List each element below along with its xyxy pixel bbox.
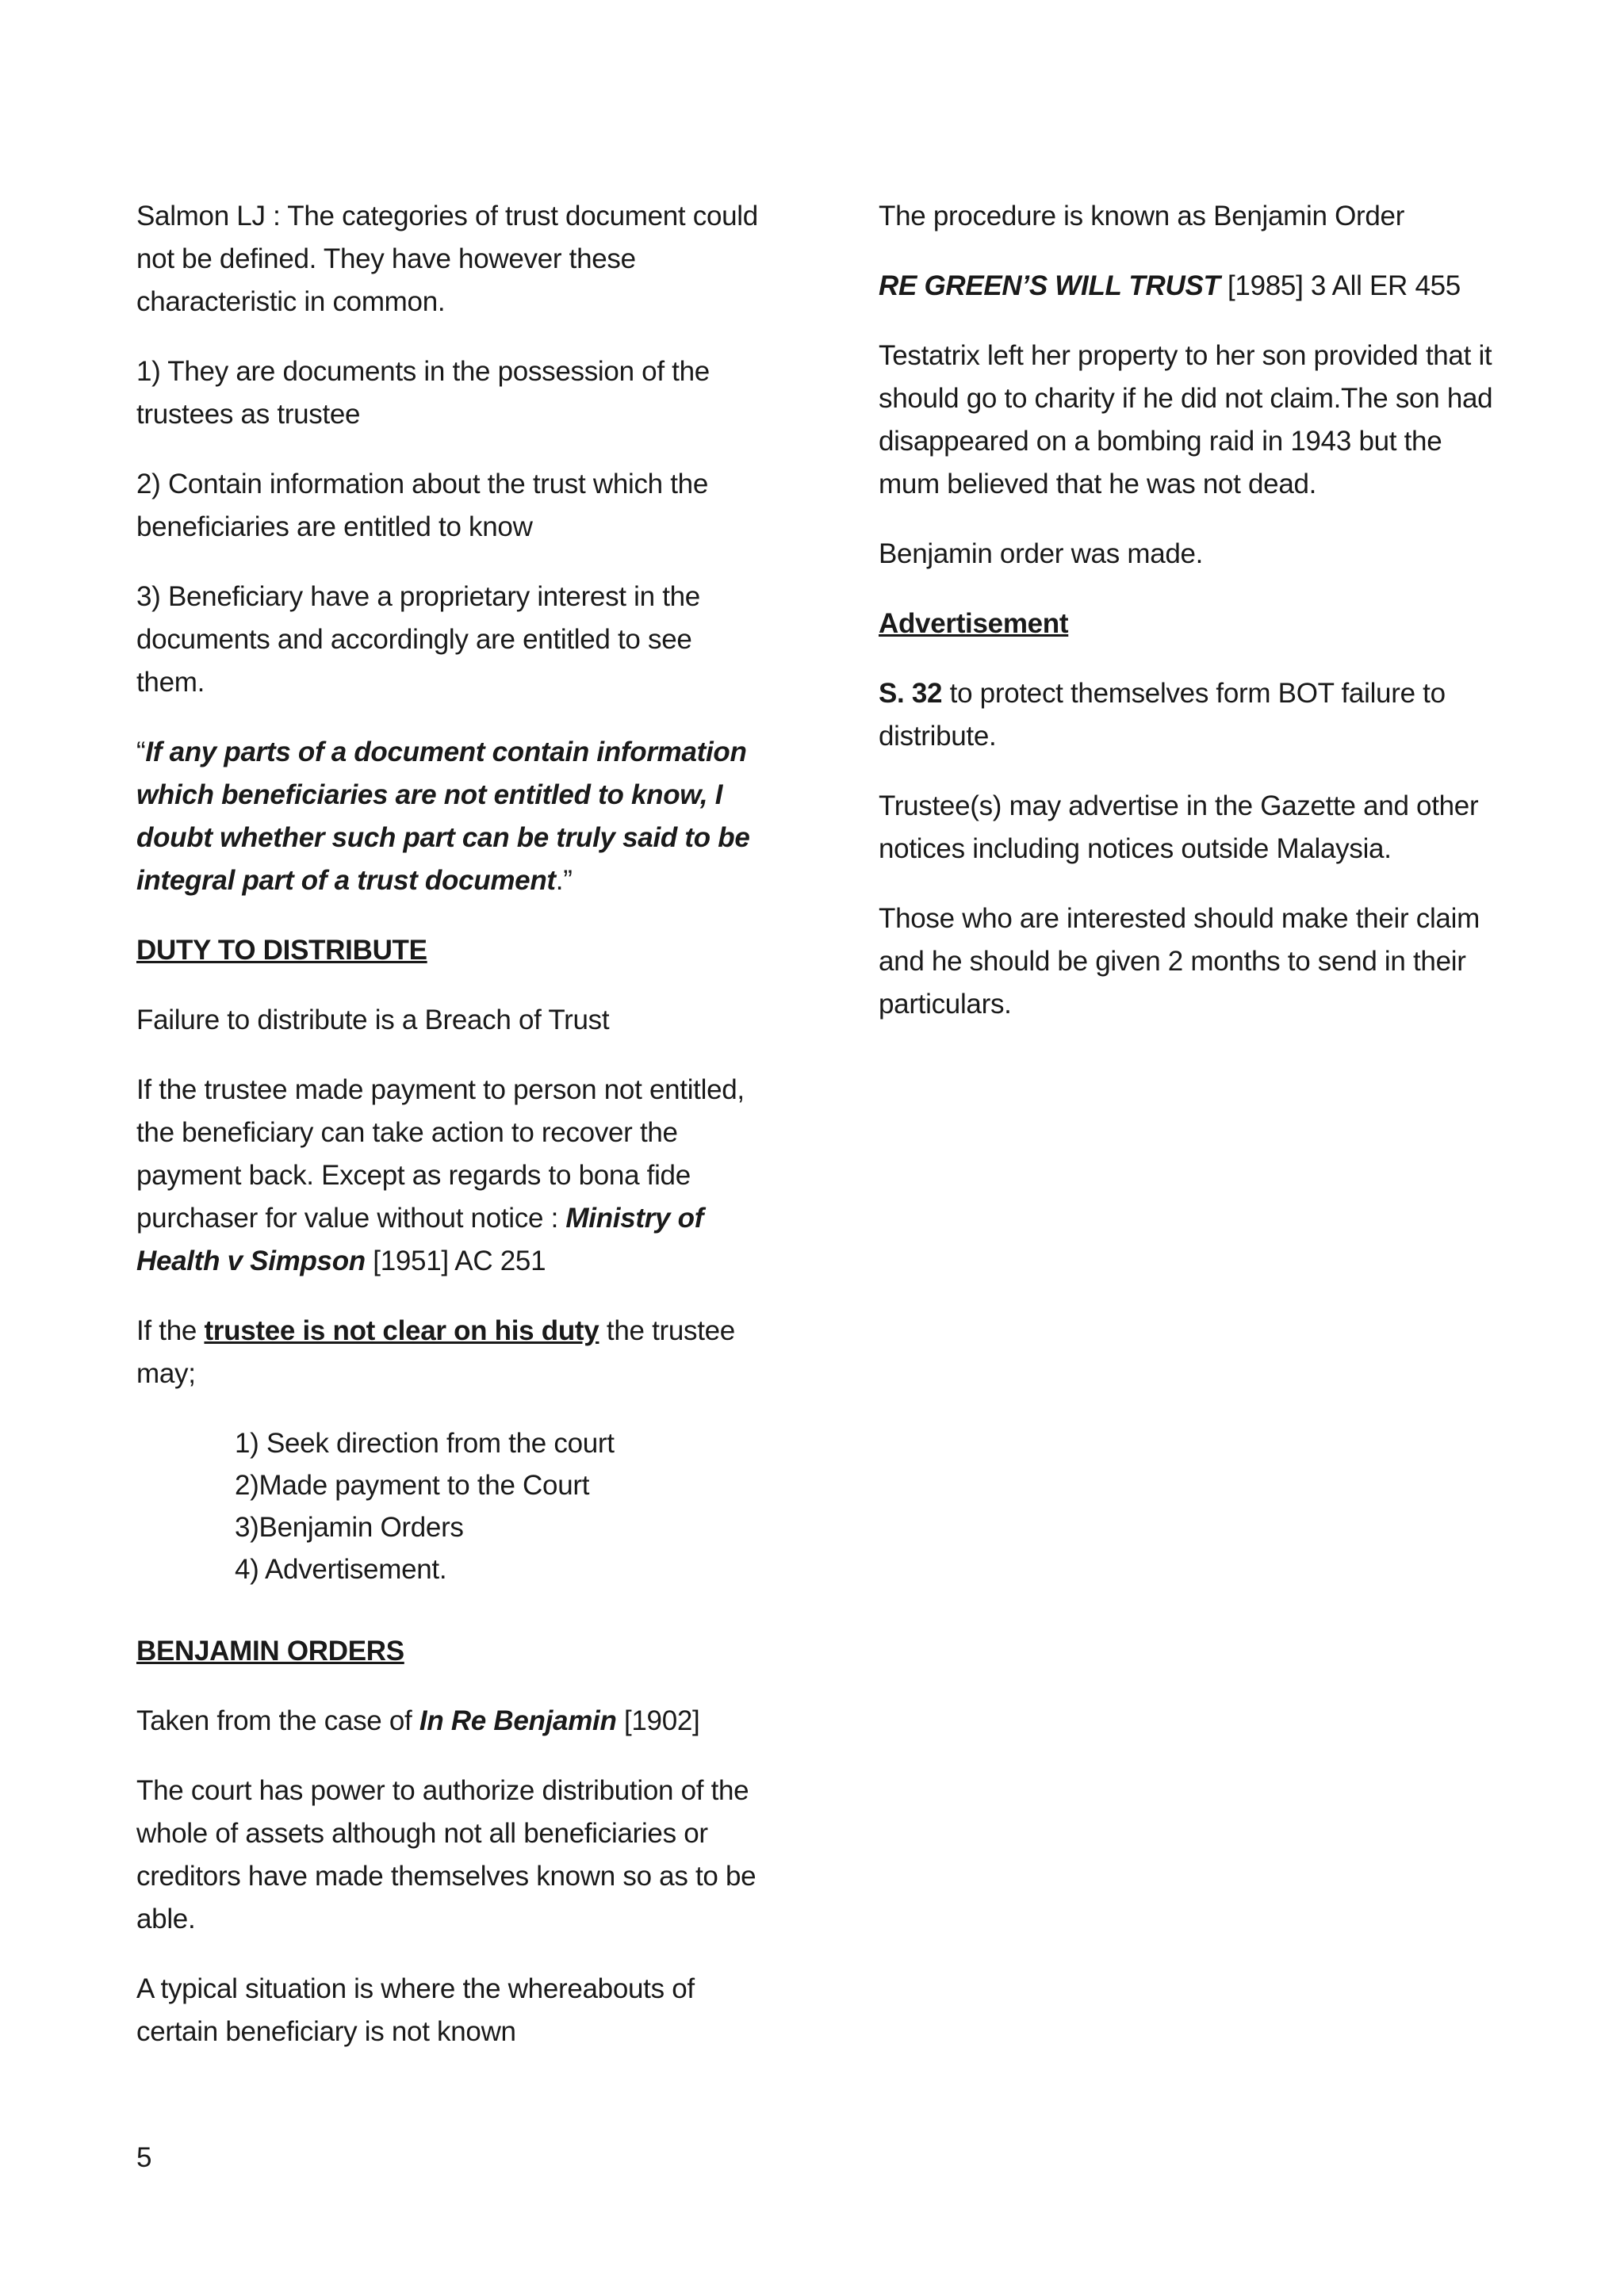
right-column <box>879 195 1497 1053</box>
characteristic-2: 2) Contain information about the trust which the beneficiaries are entitled to know <box>136 469 709 542</box>
testatrix-paragraph: Testatrix left her property to her son provided that it should go to charity if he did not claim.The son had disappeared on a bombing raid in 1943 but the mum believed that he was not dead. <box>879 340 1493 499</box>
heading-duty-to-distribute: DUTY TO DISTRIBUTE <box>136 935 427 966</box>
characteristic-3: 3) Beneficiary have a proprietary interest in the documents and accordingly are entitled to see them. <box>136 581 700 698</box>
case-ministry-citation: [1951] AC 251 <box>365 1246 546 1276</box>
unclear-prefix: If the <box>136 1315 205 1346</box>
gazette-paragraph: Trustee(s) may advertise in the Gazette and other notices including notices outside Malaysia. <box>879 790 1479 864</box>
benjamin-origin-paragraph <box>136 1700 763 1743</box>
trustee-options-list <box>136 1422 763 1590</box>
characteristic-1: 1) They are documents in the possession of the trustees as trustee <box>136 356 710 430</box>
quote-open-mark: “ <box>136 737 146 767</box>
left-column <box>136 195 763 2080</box>
case-ministry-of-health: Ministry of Health v Simpson <box>136 1203 704 1276</box>
payment-paragraph <box>136 1069 763 1283</box>
failure-paragraph: Failure to distribute is a Breach of Trust <box>136 1004 610 1035</box>
benjamin-citation: [1902] <box>616 1705 700 1736</box>
section-reference: S. 32 <box>879 678 943 709</box>
benjamin-order-made: Benjamin order was made. <box>879 538 1204 569</box>
typical-situation-paragraph: A typical situation is where the whereabouts of certain beneficiary is not known <box>136 1973 695 2047</box>
case-name: RE GREEN’S WILL TRUST <box>879 270 1220 301</box>
procedure-paragraph: The procedure is known as Benjamin Order <box>879 201 1405 232</box>
judicial-quote <box>136 731 763 902</box>
unclear-emphasis: trustee is not clear on his duty <box>204 1315 599 1346</box>
case-re-greens-will-trust <box>879 265 1497 308</box>
court-power-paragraph: The court has power to authorize distribution of the whole of assets although not all beneficiaries or creditors have made themselves known so as to be able. <box>136 1775 756 1934</box>
list-item: 4) Advertisement. <box>235 1554 447 1585</box>
case-in-re-benjamin: In Re Benjamin <box>419 1705 617 1736</box>
section-32-paragraph <box>879 672 1497 758</box>
list-item: 3)Benjamin Orders <box>235 1512 464 1543</box>
benjamin-origin-prefix: Taken from the case of <box>136 1705 419 1736</box>
payment-text: If the trustee made payment to person not entitled, the beneficiary can take action to recover the payment back. Except as regards to bona fide purchaser for value without notice : <box>136 1074 745 1234</box>
heading-benjamin-orders: BENJAMIN ORDERS <box>136 1636 404 1667</box>
salmon-lj-paragraph: Salmon LJ : The categories of trust document could not be defined. They have however these characteristic in common. <box>136 201 758 317</box>
page-number: 5 <box>136 2142 152 2173</box>
list-item: 2)Made payment to the Court <box>235 1470 590 1501</box>
list-item: 1) Seek direction from the court <box>235 1428 615 1459</box>
quote-body: If any parts of a document contain information which beneficiaries are not entitled to know, I doubt whether such part can be truly said to be integral part of a trust document <box>136 737 750 896</box>
case-citation: [1985] 3 All ER 455 <box>1220 270 1461 301</box>
unclear-suffix: the trustee may; <box>136 1315 735 1389</box>
claim-paragraph: Those who are interested should make their claim and he should be given 2 months to send in their particulars. <box>879 903 1480 1020</box>
trustee-unclear-paragraph <box>136 1310 763 1395</box>
section-text: to protect themselves form BOT failure to distribute. <box>879 678 1446 752</box>
heading-advertisement: Advertisement <box>879 608 1069 639</box>
quote-close-mark: .” <box>555 865 573 896</box>
